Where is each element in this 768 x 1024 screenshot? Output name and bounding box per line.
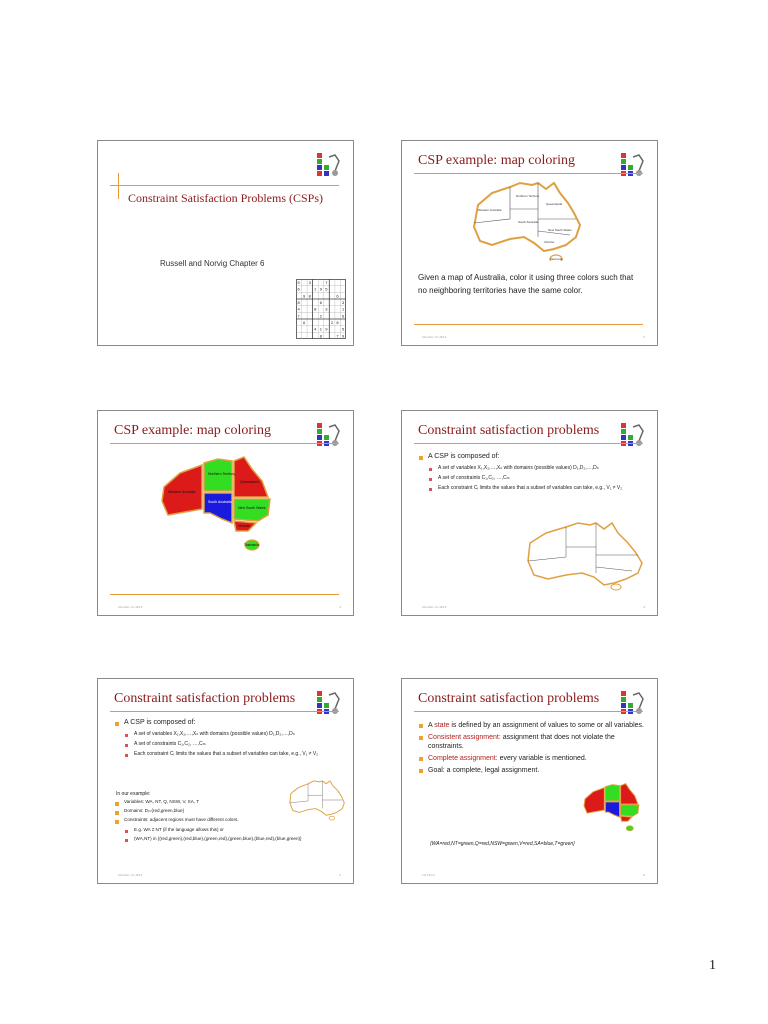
sudoku-digit: 8	[319, 333, 322, 339]
colored-australia-map	[582, 781, 648, 833]
example-heading: In our example:	[116, 791, 151, 797]
slide-title: CSP example: map coloring	[418, 153, 575, 168]
slide-title: Constraint Satisfaction Problems (CSPs)	[128, 191, 323, 205]
example-list	[114, 799, 294, 826]
sudoku-digit: 6	[303, 320, 306, 325]
accent-hline	[414, 324, 643, 325]
robot-logo-icon	[619, 151, 647, 179]
sudoku-digit: 1	[319, 326, 322, 332]
robot-logo-icon	[315, 421, 343, 449]
sudoku-digit: 7	[325, 280, 328, 285]
slide-1	[97, 140, 354, 346]
slide-title: Constraint satisfaction problems	[114, 691, 296, 706]
australia-map	[288, 779, 350, 821]
australia-map	[470, 179, 588, 261]
accent-hline	[110, 185, 339, 186]
bullet-text: A	[428, 722, 435, 729]
accent-vline	[118, 173, 119, 199]
accent-hline	[110, 594, 339, 595]
sudoku-digit: 5	[341, 326, 345, 332]
slide-subtitle: Russell and Norvig Chapter 6	[160, 259, 265, 268]
map-label: Northern Territory	[516, 194, 540, 198]
map-label: Queensland	[546, 202, 563, 206]
bullet: A CSP is composed of:	[418, 453, 650, 460]
robot-logo-icon	[315, 151, 343, 179]
slide-5	[97, 678, 354, 884]
sudoku-digit: 5	[325, 286, 328, 292]
accent-hline	[414, 443, 643, 444]
sudoku-grid	[296, 279, 346, 339]
sudoku-digit: 6	[336, 293, 339, 299]
example-item: Domains: Dᵢ={red,green,blue}	[114, 808, 294, 814]
slide-date: October 13, 2014	[118, 605, 143, 609]
map-label: South Australia	[518, 220, 539, 224]
sudoku-digit: 2	[319, 313, 322, 319]
accent-hline	[110, 443, 339, 444]
example-sub-item: E.g. WA ≠ NT (if the language allows this) or	[124, 827, 334, 833]
slide-number: 3	[339, 605, 341, 609]
term: Complete assignment:	[428, 755, 498, 762]
sub-bullet: Each constraint Cᵢ limits the values that a subset of variables can take, e.g., V₁ ≠ V₂	[428, 485, 650, 492]
slide-title: CSP example: map coloring	[114, 423, 271, 438]
sudoku-digit: 4	[314, 326, 317, 332]
slide-number: 5	[339, 873, 341, 877]
slide-title: Constraint satisfaction problems	[418, 691, 600, 706]
map-label: South Australia	[208, 500, 232, 504]
sub-bullet: A set of variables X₁,X₂,…,Xₙ with domains (possible values) D₁,D₂,…,Dₙ	[428, 465, 650, 472]
page-number: 1	[709, 958, 716, 973]
accent-hline	[414, 711, 643, 712]
slide-date: October 13, 2014	[422, 335, 447, 339]
accent-hline	[414, 173, 643, 174]
slide-date: October 13, 2014	[118, 873, 143, 877]
map-label: Western Australia	[478, 208, 502, 212]
map-label: Victoria	[238, 524, 250, 528]
map-label: Victoria	[544, 240, 554, 244]
sudoku-digit: 8	[336, 320, 339, 325]
map-label: Tasmania	[244, 543, 259, 547]
sudoku-digit: 4	[297, 306, 300, 312]
sudoku-digit: 9	[303, 293, 306, 299]
robot-logo-icon	[619, 421, 647, 449]
sudoku-digit: 6	[341, 313, 345, 319]
sudoku-digit: 7	[336, 333, 339, 339]
bullet-list	[114, 719, 346, 729]
bullet	[418, 754, 646, 763]
bullet-text: is defined by an assignment of values to some or all variables.	[449, 722, 644, 729]
sudoku-digit: 6	[319, 300, 322, 305]
map-label: Western Australia	[168, 490, 196, 494]
example-item: Variables: WA, NT, Q, NSW, V, SA, T	[114, 799, 294, 805]
sudoku-digit: 8	[314, 306, 317, 312]
slide-number: 6	[643, 873, 645, 877]
term: state	[434, 722, 450, 729]
australia-map	[524, 519, 654, 591]
map-label: New South Wales	[548, 228, 572, 232]
robot-logo-icon	[619, 689, 647, 717]
bullet-list	[418, 721, 646, 778]
slide-6	[401, 678, 658, 884]
slide-number: 4	[643, 605, 645, 609]
slide-4	[401, 410, 658, 616]
sub-bullet: A set of variables X₁,X₂,…,Xₙ with domains (possible values) D₁,D₂,…,Dₙ	[124, 731, 346, 738]
sudoku-digit: 7	[297, 313, 300, 319]
slide-2	[401, 140, 658, 346]
slide-title: Constraint satisfaction problems	[418, 423, 600, 438]
sudoku-digit: 3	[325, 306, 328, 312]
bullet: Goal: a complete, legal assignment.	[418, 766, 646, 775]
sudoku-digit: 1	[314, 286, 317, 292]
sub-bullet: A set of constraints C₁,C₂, …,Cₘ	[124, 741, 346, 748]
sudoku-digit: 6	[297, 286, 300, 292]
bullet-list	[418, 453, 650, 463]
slide-body: Given a map of Australia, color it using three colors such that no neighboring territories have the same color.	[418, 273, 634, 295]
bullet	[418, 733, 646, 751]
sub-bullet: A set of constraints C₁,C₂, …,Cₘ	[428, 475, 650, 482]
slide-date: October 13, 2014	[422, 605, 447, 609]
bullet-text: every variable is mentioned.	[497, 755, 587, 762]
map-label: Northern Territory	[208, 472, 236, 476]
map-label: Tasmania	[550, 257, 563, 261]
slide-date: 10/13/14	[422, 873, 435, 877]
sudoku-digit: 9	[341, 333, 345, 339]
example-item: Constraints: adjacent regions must have different colors.	[114, 817, 294, 823]
example-sub-item: (WA,NT) in {(red,green),(red,blue),(green,red),(green,blue),(blue,red),(blue,green)}	[124, 836, 334, 842]
colored-australia-map	[158, 453, 288, 553]
sudoku-digit: 9	[319, 286, 322, 292]
sudoku-digit: 2	[330, 320, 334, 325]
sub-bullet: Each constraint Cᵢ limits the values that a subset of variables can take, e.g., V₁ ≠ V₂	[124, 751, 346, 758]
sudoku-digit: 5	[297, 280, 300, 285]
accent-hline	[110, 711, 339, 712]
term: Consistent assignment:	[428, 734, 501, 741]
sudoku-digit: 8	[297, 300, 300, 305]
slide-3	[97, 410, 354, 616]
bullet-text: assignment that does not violate the constraints.	[428, 734, 615, 750]
sudoku-digit: 8	[308, 293, 311, 299]
assignment-example: {WA=red,NT=green,Q=red,NSW=green,V=red,SA=blue,T=green}	[430, 841, 575, 847]
example-sub-list	[124, 827, 334, 845]
map-label: New South Wales	[238, 506, 266, 510]
sub-bullet-list	[124, 731, 346, 761]
sudoku-digit: 3	[341, 300, 345, 305]
sudoku-digit: 9	[325, 326, 328, 332]
sub-bullet-list	[428, 465, 650, 495]
sudoku-digit: 3	[308, 280, 311, 285]
robot-logo-icon	[315, 689, 343, 717]
slide-number: 2	[643, 335, 645, 339]
bullet	[418, 721, 646, 730]
sudoku-digit: 1	[341, 306, 345, 312]
bullet: A CSP is composed of:	[114, 719, 346, 726]
map-label: Queensland	[240, 480, 259, 484]
